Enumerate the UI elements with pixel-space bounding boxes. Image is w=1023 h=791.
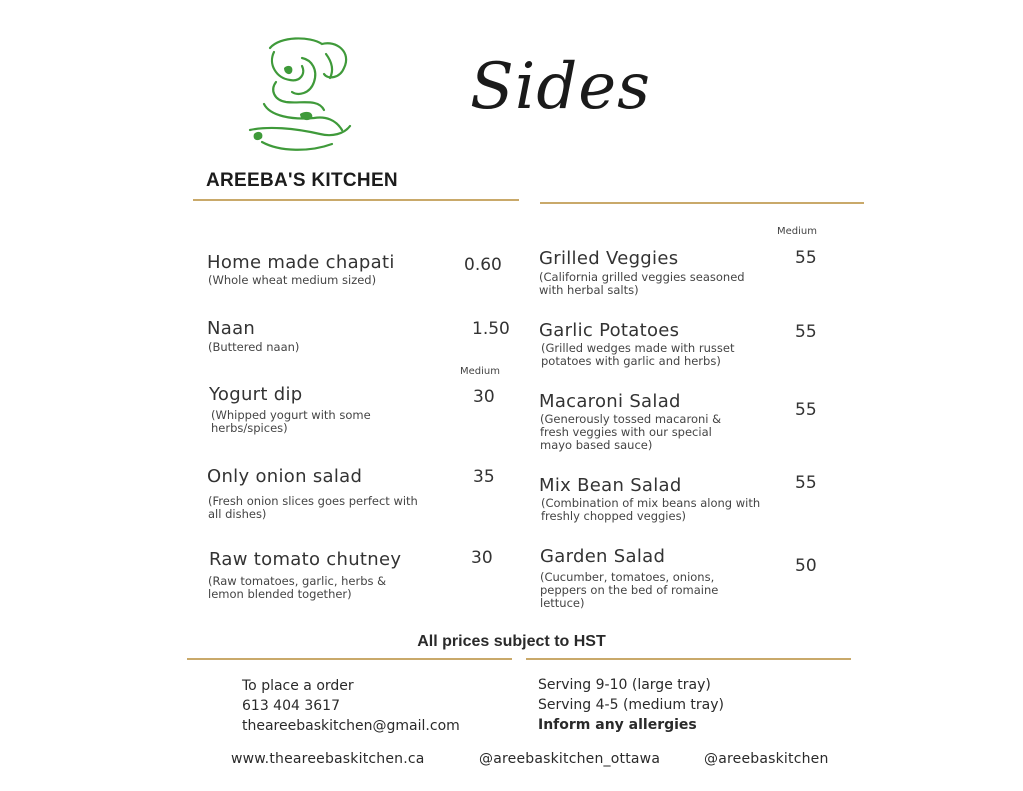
order-label: To place a order [242, 678, 354, 694]
brand-name: AREEBA'S KITCHEN [206, 170, 398, 191]
serving-large: Serving 9-10 (large tray) [538, 677, 711, 693]
item-desc: (Generously tossed macaroni & fresh veggies with our special mayo based sauce) [540, 412, 722, 452]
item-name: Grilled Veggies [539, 248, 679, 269]
item-price: 55 [795, 473, 817, 493]
item-price: 55 [795, 248, 817, 268]
item-desc: (Fresh onion slices goes perfect with all dishes) [208, 494, 418, 521]
item-price: 55 [795, 322, 817, 342]
website-link[interactable]: www.theareebaskitchen.ca [231, 751, 425, 767]
chef-logo-icon [240, 34, 360, 159]
item-name: Only onion salad [207, 466, 363, 487]
item-price: 1.50 [472, 319, 510, 339]
item-name: Yogurt dip [209, 384, 303, 405]
footer-right-divider [526, 658, 851, 660]
item-name: Garlic Potatoes [539, 320, 680, 341]
item-name: Mix Bean Salad [539, 475, 682, 496]
item-desc: (Cucumber, tomatoes, onions, peppers on the bed of romaine lettuce) [540, 570, 719, 610]
item-name: Garden Salad [540, 546, 666, 567]
social-handle-ottawa[interactable]: @areebaskitchen_ottawa [479, 751, 661, 767]
item-name: Raw tomato chutney [209, 549, 402, 570]
footer-left-divider [187, 658, 512, 660]
item-name: Home made chapati [207, 252, 395, 273]
right-divider [540, 202, 864, 204]
item-desc: (Raw tomatoes, garlic, herbs & lemon blended together) [208, 574, 387, 601]
item-price: 35 [473, 467, 495, 487]
size-label: Medium [460, 366, 500, 377]
social-handle[interactable]: @areebaskitchen [704, 751, 829, 767]
item-desc: (Whipped yogurt with some herbs/spices) [211, 408, 371, 435]
item-desc: (Grilled wedges made with russet potatoes with garlic and herbs) [541, 341, 735, 368]
item-name: Macaroni Salad [539, 391, 681, 412]
item-price: 30 [471, 548, 493, 568]
item-price: 55 [795, 400, 817, 420]
left-divider [193, 199, 519, 201]
item-desc: (Buttered naan) [208, 340, 300, 354]
item-name: Naan [207, 318, 256, 339]
item-price: 0.60 [464, 255, 502, 275]
email-address[interactable]: theareebaskitchen@gmail.com [242, 718, 460, 734]
item-desc: (Combination of mix beans along with freshly chopped veggies) [541, 496, 761, 523]
phone-number[interactable]: 613 404 3617 [242, 698, 340, 714]
size-label: Medium [777, 226, 817, 237]
page-title: Sides [470, 50, 651, 124]
allergy-note: Inform any allergies [538, 717, 697, 733]
item-desc: (California grilled veggies seasoned with herbal salts) [539, 270, 745, 297]
item-price: 30 [473, 387, 495, 407]
hst-note: All prices subject to HST [417, 633, 606, 650]
serving-medium: Serving 4-5 (medium tray) [538, 697, 724, 713]
item-desc: (Whole wheat medium sized) [208, 273, 377, 287]
item-price: 50 [795, 556, 817, 576]
